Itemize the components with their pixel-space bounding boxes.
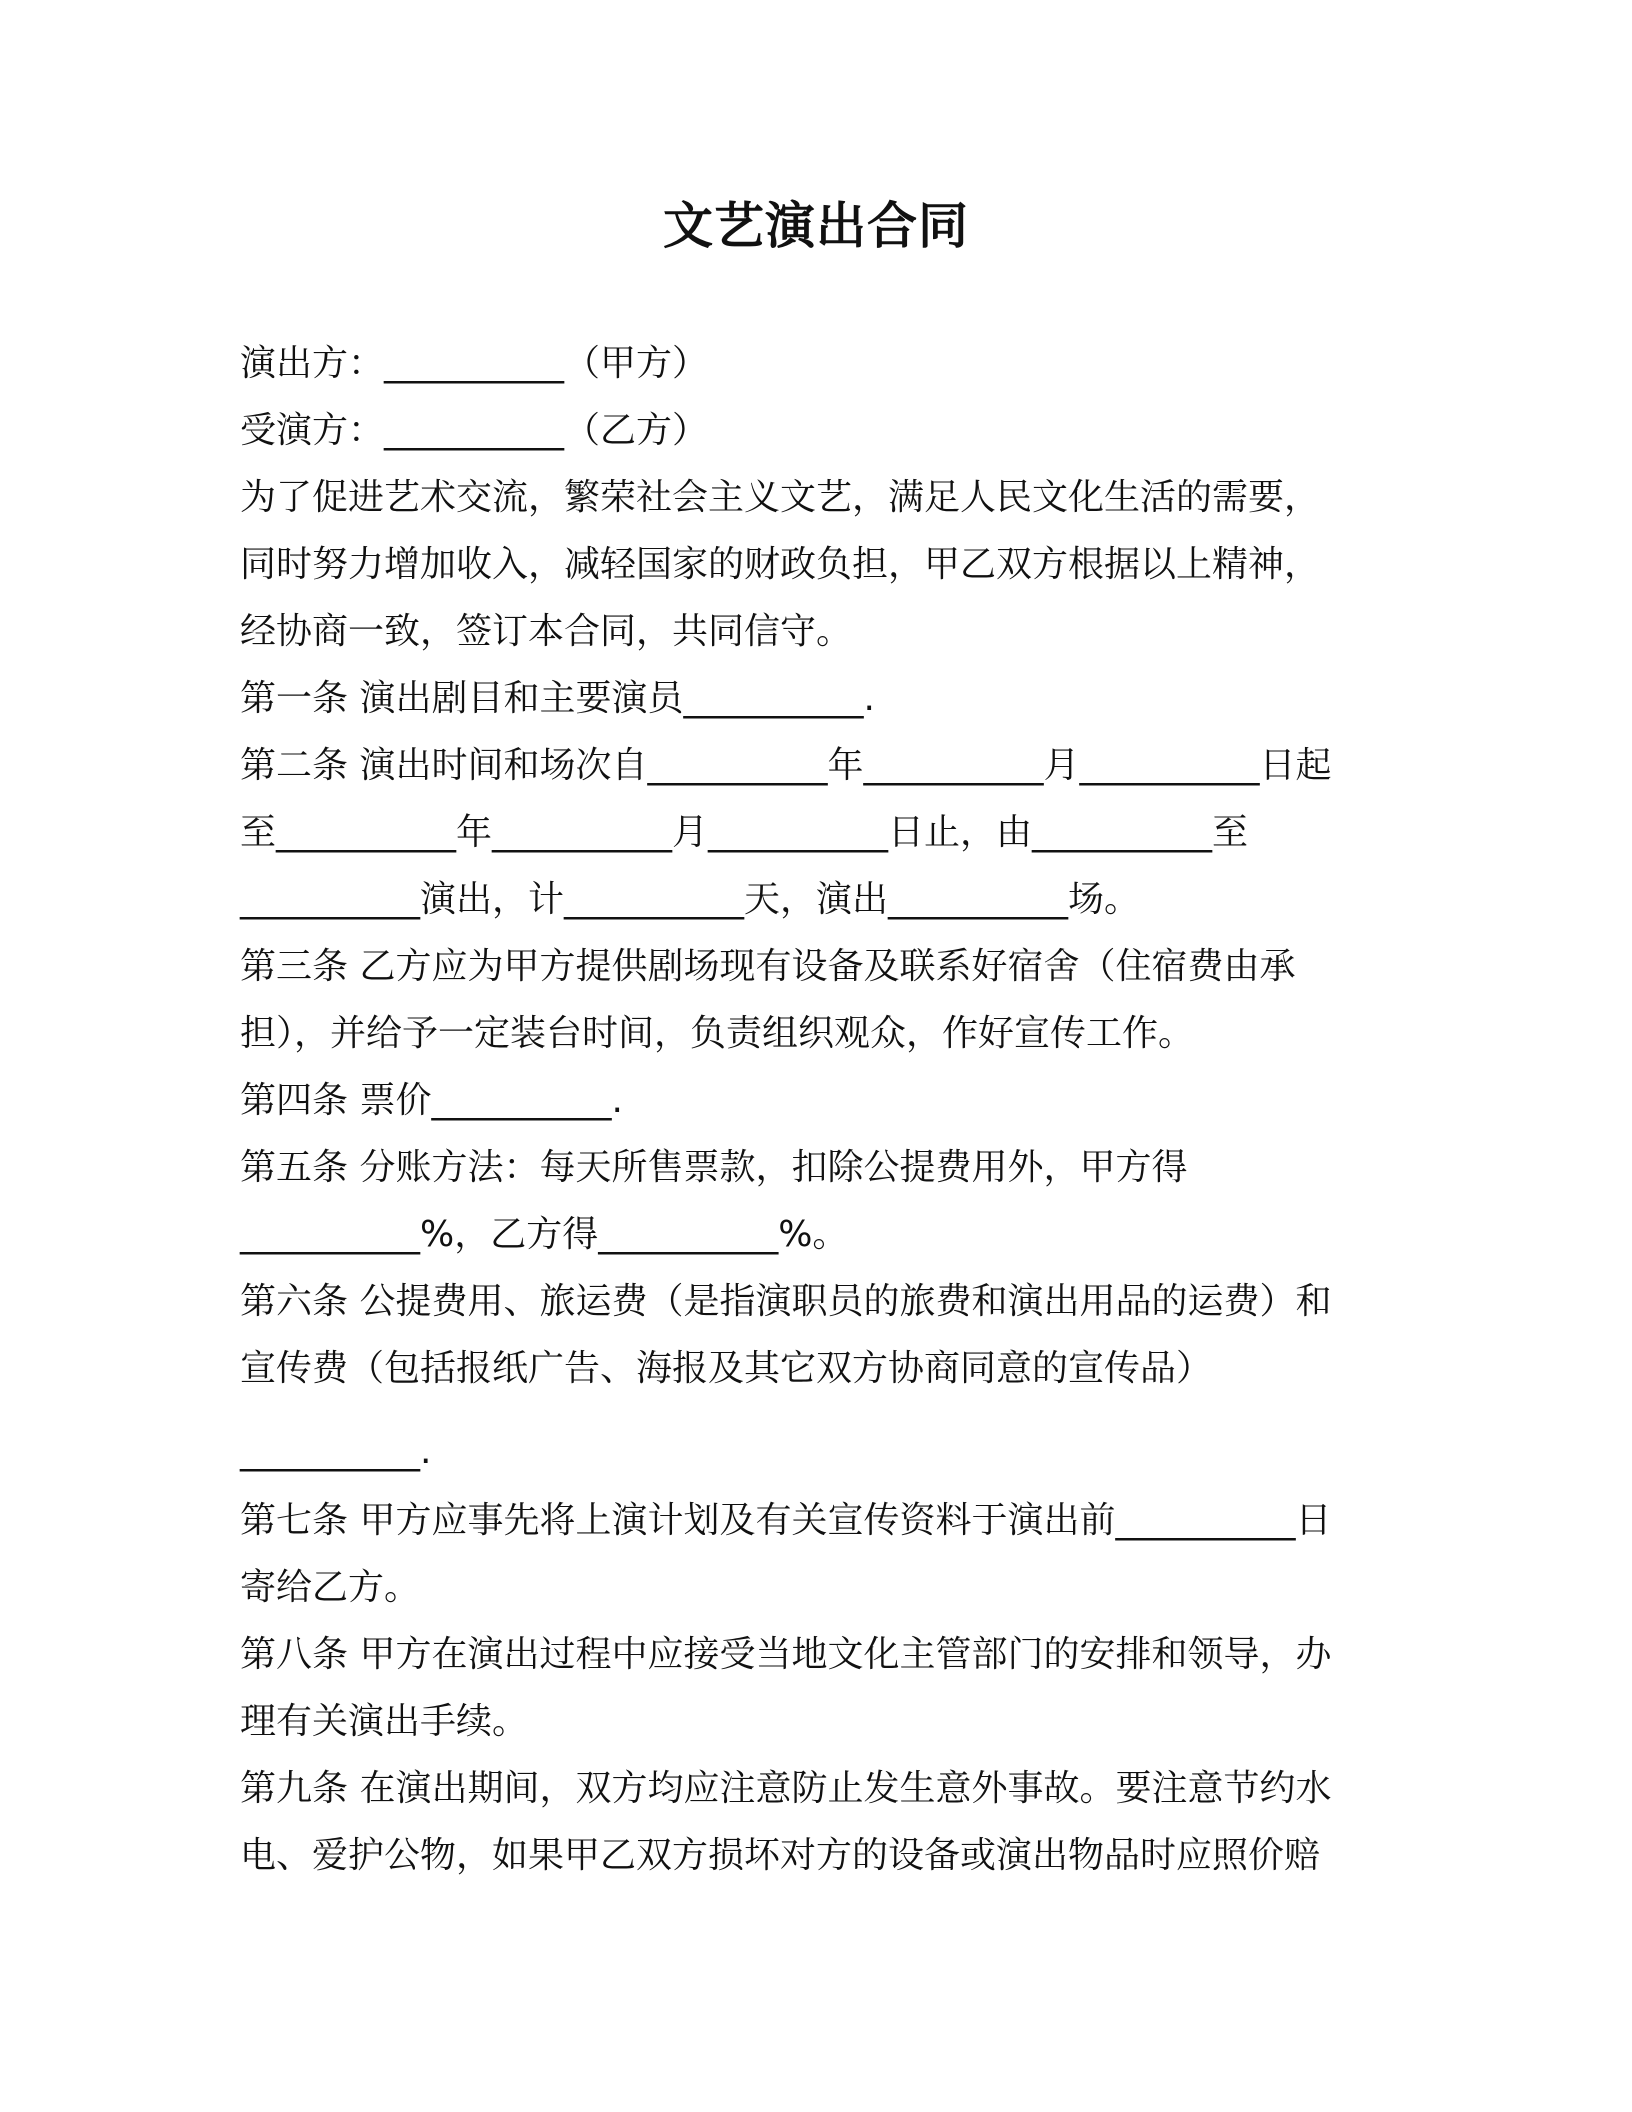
article-9-line-2: 电、爱护公物，如果甲乙双方损坏对方的设备或演出物品时应照价赔	[240, 1835, 1321, 1876]
article-7-line-2: 寄给乙方。	[240, 1567, 421, 1608]
article-9-line-1: 第九条 在演出期间，双方均应注意防止发生意外事故。要注意节约水	[240, 1768, 1332, 1809]
article-6-line-1: 第六条 公提费用、旅运费（是指演职员的旅费和演出用品的运费）和	[240, 1281, 1332, 1322]
article-6-line-2: 宣传费（包括报纸广告、海报及其它双方协商同意的宣传品）	[240, 1348, 1213, 1389]
party-b-line: 受演方：__________（乙方）	[240, 410, 709, 451]
article-8-line-1: 第八条 甲方在演出过程中应接受当地文化主管部门的安排和领导，办	[240, 1634, 1332, 1675]
article-3-line-1: 第三条 乙方应为甲方提供剧场现有设备及联系好宿舍（住宿费由承	[240, 946, 1296, 987]
preamble-line-3: 经协商一致，签订本合同，共同信守。	[240, 611, 853, 652]
preamble-line-2: 同时努力增加收入，减轻国家的财政负担，甲乙双方根据以上精神，	[240, 544, 1321, 585]
document-title: 文艺演出合同	[663, 197, 969, 255]
preamble-line-1: 为了促进艺术交流，繁荣社会主义文艺，满足人民文化生活的需要，	[240, 477, 1321, 518]
article-5-line-2: __________%，乙方得__________%。	[240, 1214, 849, 1255]
article-3-line-2: 担），并给予一定装台时间，负责组织观众，作好宣传工作。	[240, 1013, 1195, 1054]
article-5-line-1: 第五条 分账方法：每天所售票款，扣除公提费用外，甲方得	[240, 1147, 1188, 1188]
article-4: 第四条 票价__________.	[240, 1080, 623, 1121]
article-2-line-2: 至__________年__________月__________日止，由__________至	[240, 812, 1249, 853]
article-8-line-2: 理有关演出手续。	[240, 1701, 529, 1742]
article-2-line-1: 第二条 演出时间和场次自__________年__________月__________日起	[240, 745, 1332, 786]
party-a-line: 演出方：__________（甲方）	[240, 343, 709, 384]
article-1: 第一条 演出剧目和主要演员__________.	[240, 678, 875, 719]
article-6-line-3: __________.	[240, 1431, 432, 1472]
contract-body	[240, 330, 1380, 1889]
article-7-line-1: 第七条 甲方应事先将上演计划及有关宣传资料于演出前__________日	[240, 1500, 1332, 1541]
article-2-line-3: __________演出，计__________天，演出__________场。	[240, 879, 1141, 920]
